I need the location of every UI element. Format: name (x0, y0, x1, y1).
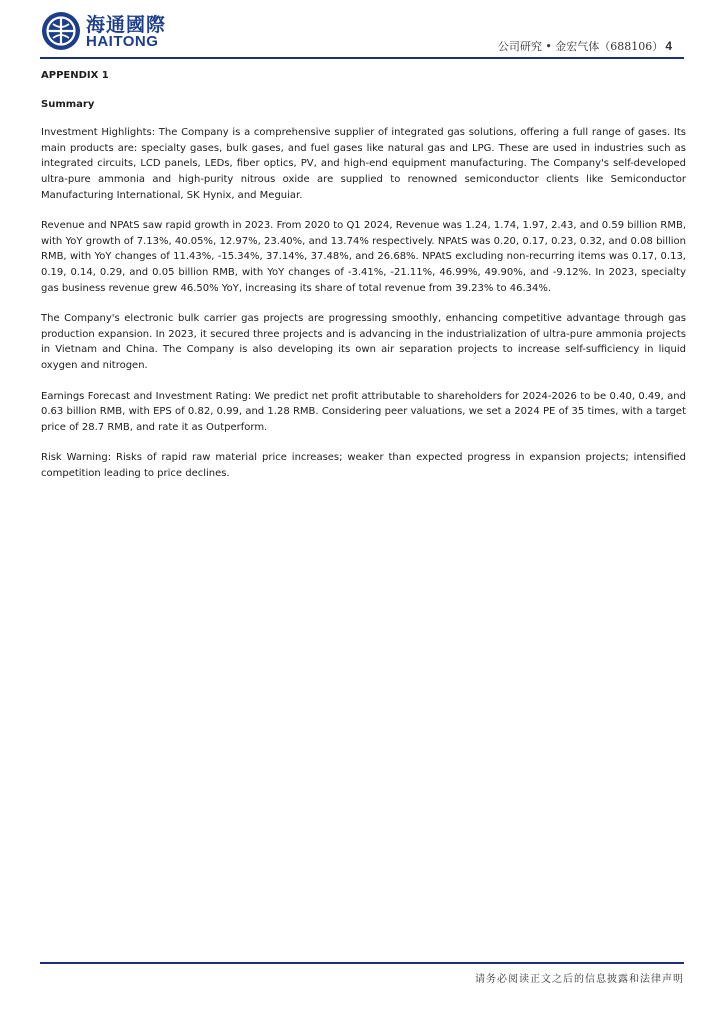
paragraph-risk-warning: Risk Warning: Risks of rapid raw material price increases; weaker than expected progress in expansion projects; intensified competition leading to price declines. (41, 452, 686, 479)
page-number: 4 (665, 39, 672, 53)
haitong-emblem-icon (40, 10, 82, 52)
paragraph-investment-highlights: Investment Highlights: The Company is a comprehensive supplier of integrated gas solutions, offering a full range of gases. Its main products are: specialty gases, bulk gases, and fuel gases like natural gas and LPG. These are used in industries such as integrated circuits, LCD panels, LEDs, fiber optics, PV, and high-end equipment manufacturing. The Company's self-developed ultra-pure ammonia and high-purity nitrous oxide are supplied to renowned semiconductor clients like Semiconductor Manufacturing International, SK Hynix, and Meguiar. (41, 127, 686, 201)
haitong-logo (40, 8, 170, 52)
paragraph-projects: The Company's electronic bulk carrier gas projects are progressing smoothly, enhancing competitive advantage through gas production expansion. In 2023, it secured three projects and is advancing in the industrialization of ultra-pure ammonia projects in Vietnam and China. The Company is also developing its own air separation projects to increase self-sufficiency in liquid oxygen and nitrogen. (41, 313, 686, 371)
footer-disclaimer: 请务必阅读正文之后的信息披露和法律声明 (475, 974, 684, 985)
report-category: 公司研究 • 金宏气体（688106） (497, 40, 664, 53)
appendix-title: APPENDIX 1 (41, 70, 109, 81)
summary-title: Summary (41, 98, 95, 110)
report-label (498, 38, 672, 54)
paragraph-earnings-forecast: Earnings Forecast and Investment Rating: We predict net profit attributable to shareholders for 2024-2026 to be 0.40, 0.49, and 0.63 billion RMB, with EPS of 0.82, 0.99, and 1.28 RMB. Considering peer valuations, we set a 2024 PE of 35 times, with a target price of 28.7 RMB, and rate it as Outperform. (41, 390, 686, 433)
document-body (41, 68, 686, 496)
logo-english-name: HAITONG (86, 33, 159, 50)
header-divider (40, 57, 684, 59)
page-header (40, 8, 684, 60)
footer-divider (40, 962, 684, 964)
logo-chinese-name: 海通國際 (86, 14, 167, 36)
paragraph-revenue-growth: Revenue and NPAtS saw rapid growth in 2023. From 2020 to Q1 2024, Revenue was 1.24, 1.74, 1.97, 2.43, and 0.59 billion RMB, with YoY growth of 7.13%, 40.05%, 12.97%, 23.40%, and 13.74% respectively. NPAtS was 0.20, 0.17, 0.23, 0.32, and 0.08 billion RMB, with YoY changes of 11.43%, -15.34%, 37.14%, 37.48%, and 26.68%. NPAtS excluding non-recurring items was 0.17, 0.13, 0.19, 0.14, 0.29, and 0.05 billion RMB, with YoY changes of -3.41%, -21.11%, 46.99%, 49.90%, and -9.12%. In 2023, specialty gas business revenue grew 46.50% YoY, increasing its share of total revenue from 39.23% to 46.34%. (41, 220, 686, 294)
